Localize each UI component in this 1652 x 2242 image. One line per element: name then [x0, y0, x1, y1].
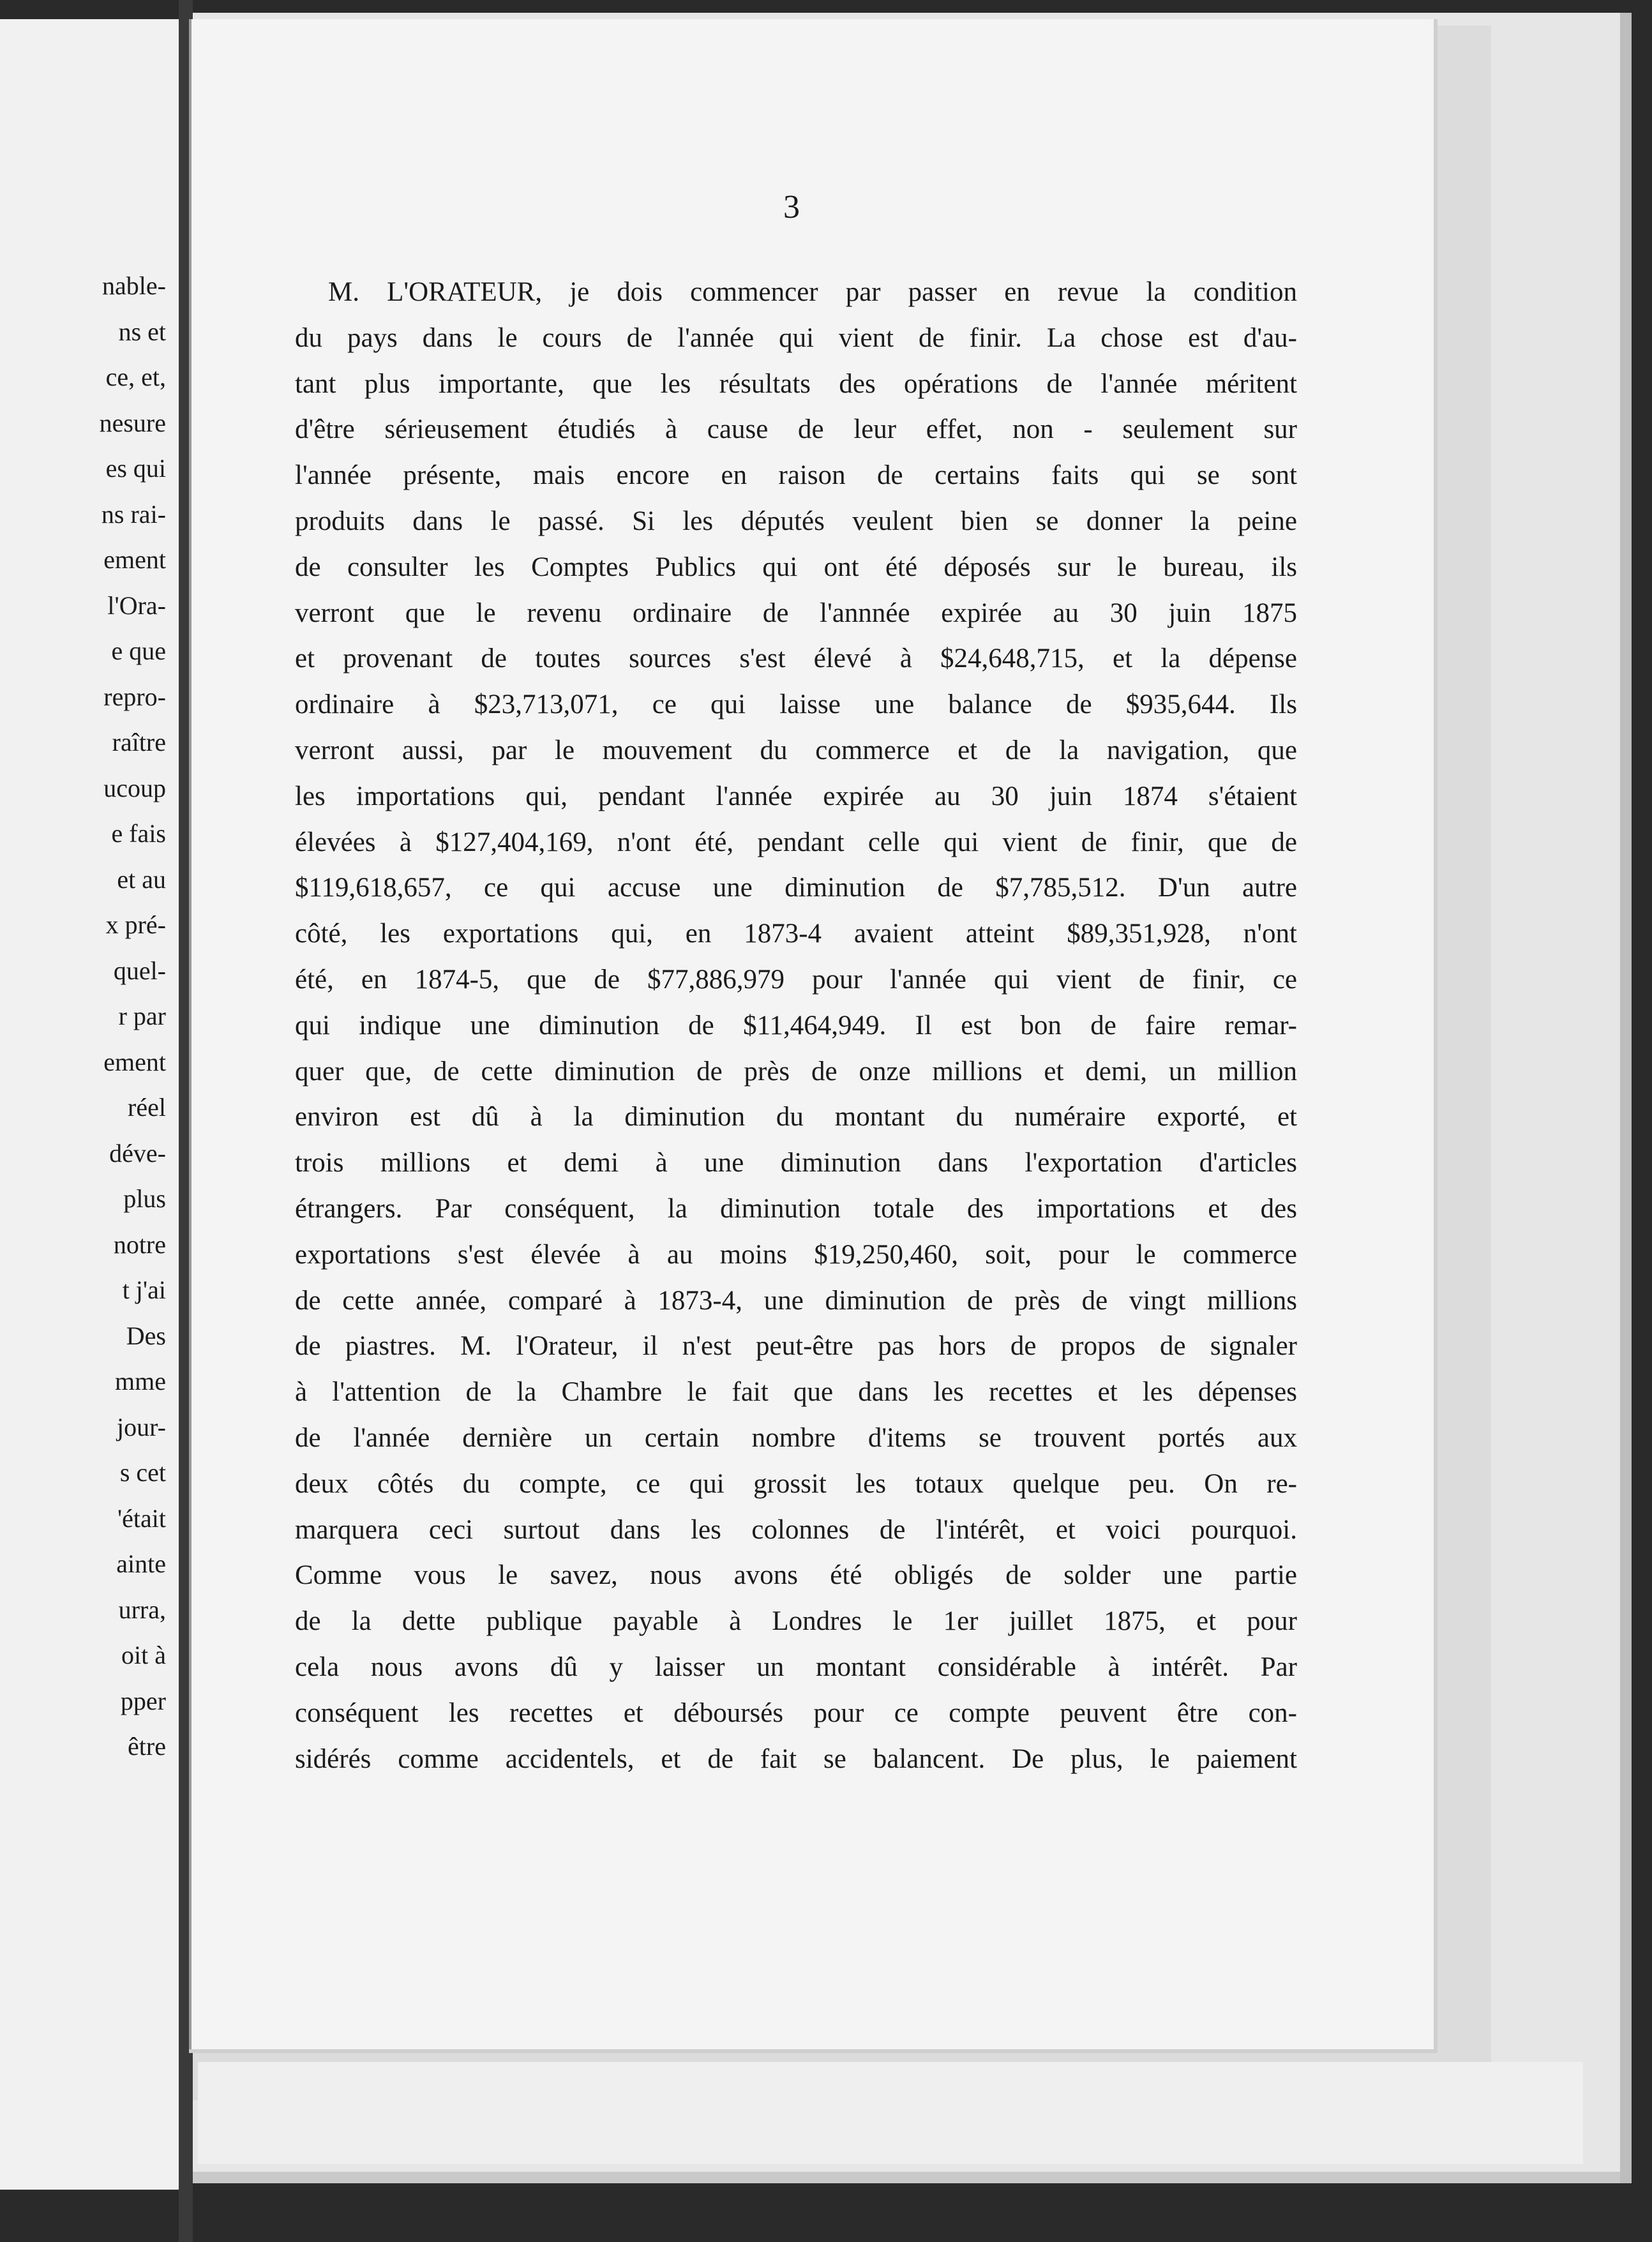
left-page-fragment-line: l'Ora-	[107, 591, 166, 620]
body-text-line: de cette année, comparé à 1873-4, une diminution de près de vingt millions	[295, 1285, 1297, 1316]
page-number: 3	[783, 189, 800, 225]
left-page-fragment-line: plus	[123, 1184, 166, 1213]
body-text-line: environ est dû à la diminution du montant du numéraire exporté, et	[295, 1102, 1297, 1132]
left-page-fragment-line: urra,	[118, 1595, 166, 1624]
body-text-line: ordinaire à $23,713,071, ce qui laisse une balance de $935,644. Ils	[295, 689, 1297, 720]
left-page-fragment-line: mme	[115, 1367, 166, 1396]
body-text-line: verront aussi, par le mouvement du commerce et de la navigation, que	[295, 735, 1297, 765]
body-text-line: d'être sérieusement étudiés à cause de leur effet, non - seulement sur	[295, 414, 1297, 445]
left-page-fragment-line: ns et	[118, 317, 166, 346]
body-text-line: trois millions et demi à une diminution dans l'exportation d'articles	[295, 1148, 1297, 1178]
left-page-fragment-line: Des	[126, 1321, 166, 1350]
left-page-fragment-line: ement	[103, 545, 166, 574]
left-page-fragment-line: e que	[111, 636, 166, 665]
left-page-fragment-line: ce, et,	[105, 363, 166, 391]
body-text-line: produits dans le passé. Si les députés veulent bien se donner la peine	[295, 506, 1297, 536]
body-text-line: côté, les exportations qui, en 1873-4 avaient atteint $89,351,928, n'ont	[295, 919, 1297, 949]
body-text-line: Comme vous le savez, nous avons été obligés de solder une partie	[295, 1560, 1297, 1591]
left-page-fragment-line: réel	[128, 1093, 166, 1122]
body-text-line: sidérés comme accidentels, et de fait se balancent. De plus, le paiement	[295, 1743, 1297, 1774]
body-text-line: qui indique une diminution de $11,464,949. Il est bon de faire remar-	[295, 1010, 1297, 1041]
body-text-line: de piastres. M. l'Orateur, il n'est peut-être pas hors de propos de signaler	[295, 1331, 1297, 1362]
body-text-line: $119,618,657, ce qui accuse une diminution de $7,785,512. D'un autre	[295, 873, 1297, 903]
body-text-line: exportations s'est élevée à au moins $19,250,460, soit, pour le commerce	[295, 1239, 1297, 1270]
body-text-line: du pays dans le cours de l'année qui vient de finir. La chose est d'au-	[295, 322, 1297, 353]
body-text-line: étrangers. Par conséquent, la diminution totale des importations et des	[295, 1193, 1297, 1224]
body-text-line: cela nous avons dû y laisser un montant considérable à intérêt. Par	[295, 1651, 1297, 1682]
left-page-line-fragments	[0, 263, 171, 1770]
body-text-line: M. L'ORATEUR, je dois commencer par passer en revue la condition	[328, 277, 1297, 307]
body-text-line: marquera ceci surtout dans les colonnes de l'intérêt, et voici pourquoi.	[295, 1514, 1297, 1545]
body-text-line: tant plus importante, que les résultats des opérations de l'année méritent	[295, 368, 1297, 399]
body-text-line: et provenant de toutes sources s'est élevé à $24,648,715, et la dépense	[295, 643, 1297, 674]
left-page-fragment-line: ainte	[116, 1549, 166, 1578]
left-page-fragment-line: pper	[120, 1686, 166, 1715]
left-page-fragment-line: ucoup	[103, 773, 166, 802]
left-page-fragment-line: ns rai-	[101, 499, 166, 529]
left-page	[0, 19, 179, 2190]
body-text-line: verront que le revenu ordinaire de l'annnée expirée au 30 juin 1875	[295, 598, 1297, 628]
left-page-fragment-line: jour-	[117, 1412, 166, 1441]
left-page-fragment-line: nesure	[99, 408, 166, 437]
body-text-line: deux côtés du compte, ce qui grossit les totaux quelque peu. On re-	[295, 1468, 1297, 1499]
left-page-fragment-line: notre	[113, 1230, 166, 1259]
left-page-fragment-line: quel-	[113, 956, 166, 985]
left-page-fragment-line: raître	[112, 728, 166, 756]
left-page-fragment-line: et au	[117, 864, 166, 894]
body-text-line: de l'année dernière un certain nombre d'items se trouvent portés aux	[295, 1422, 1297, 1453]
left-page-fragment-line: x pré-	[105, 910, 166, 939]
left-page-fragment-line: repro-	[103, 682, 166, 711]
body-text-line: été, en 1874-5, que de $77,886,979 pour l'année qui vient de finir, ce	[295, 964, 1297, 995]
left-page-fragment-line: être	[128, 1732, 166, 1761]
body-text-line: quer que, de cette diminution de près de onze millions et demi, un million	[295, 1056, 1297, 1087]
body-text-line: de consulter les Comptes Publics qui ont été déposés sur le bureau, ils	[295, 552, 1297, 582]
body-text-line: élevées à $127,404,169, n'ont été, pendant celle qui vient de finir, que de	[295, 827, 1297, 857]
left-page-fragment-line: nable-	[102, 271, 166, 300]
left-page-fragment-line: déve-	[109, 1138, 166, 1168]
body-text	[295, 269, 1297, 1782]
gutter-line	[189, 19, 191, 2049]
left-page-fragment-line: s cet	[119, 1458, 166, 1487]
body-text-line: l'année présente, mais encore en raison de certains faits qui se sont	[295, 460, 1297, 491]
body-text-line: conséquent les recettes et déboursés pour ce compte peuvent être con-	[295, 1697, 1297, 1728]
bottom-sheet-edge	[198, 2062, 1583, 2164]
body-text-line: les importations qui, pendant l'année expirée au 30 juin 1874 s'étaient	[295, 781, 1297, 811]
left-page-fragment-line: ement	[103, 1047, 166, 1076]
left-page-fragment-line: t j'ai	[122, 1275, 166, 1304]
body-text-line: à l'attention de la Chambre le fait que dans les recettes et les dépenses	[295, 1377, 1297, 1408]
body-text-line: de la dette publique payable à Londres le 1er juillet 1875, et pour	[295, 1606, 1297, 1637]
left-page-fragment-line: es qui	[105, 454, 166, 483]
left-page-fragment-line: 'était	[117, 1503, 166, 1533]
left-page-fragment-line: oit à	[121, 1641, 166, 1669]
left-page-fragment-line: r par	[118, 1002, 166, 1030]
left-page-fragment-line: e fais	[111, 819, 166, 848]
